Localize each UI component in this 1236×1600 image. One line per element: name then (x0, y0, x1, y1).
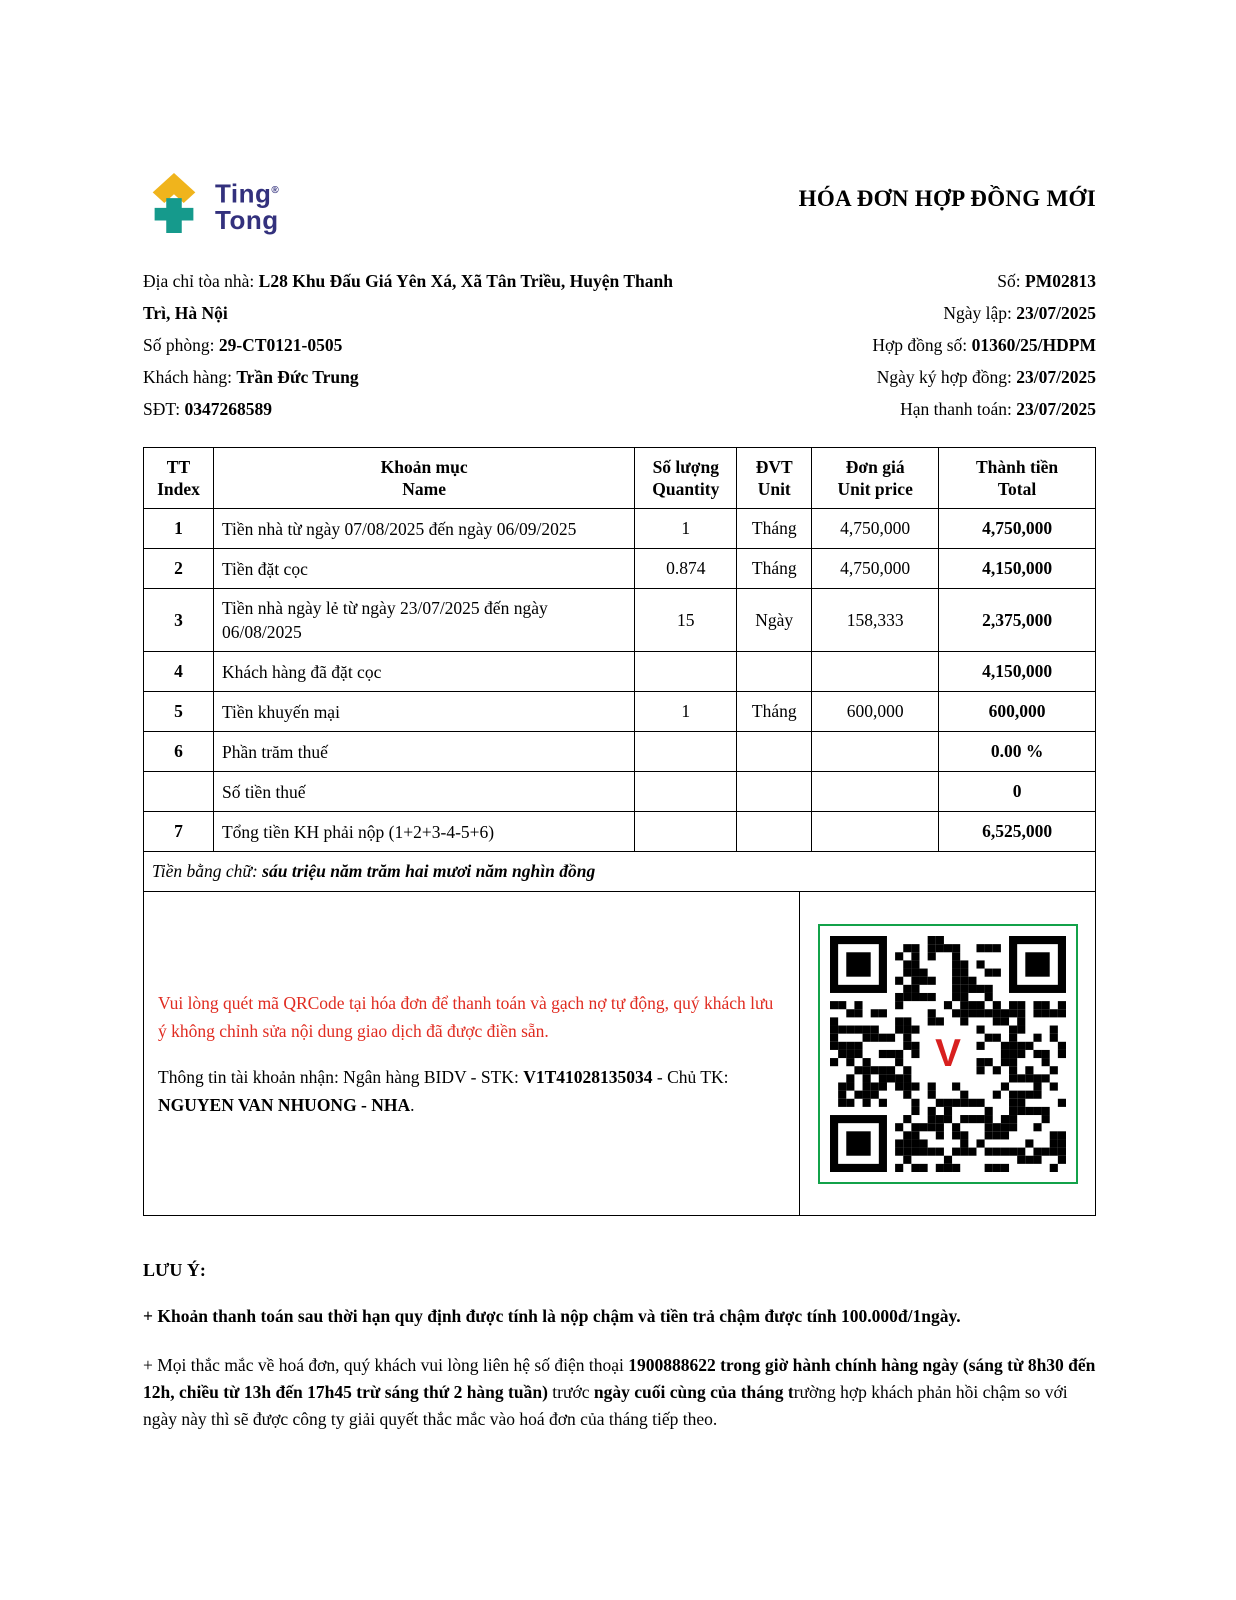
tingtong-logo-text (215, 178, 279, 233)
qr-warning-text: Vui lòng quét mã QRCode tại hóa đơn để thanh toán và gạch nợ tự động, quý khách lưu ý không chỉnh sửa nội dung giao dịch đã được điền sẵn. (158, 992, 774, 1041)
table-row: Số tiền thuế 0 (144, 772, 1096, 812)
tingtong-logo (143, 172, 279, 239)
table-row: 1 Tiền nhà từ ngày 07/08/2025 đến ngày 06/09/2025 1 Tháng 4,750,000 4,750,000 (144, 509, 1096, 549)
table-row: 2 Tiền đặt cọc 0.874 Tháng 4,750,000 4,150,000 (144, 549, 1096, 589)
col-header-total: Thành tiền Total (939, 448, 1096, 509)
col-header-unit-price: Đơn giá Unit price (812, 448, 939, 509)
logo-line1: Ting (215, 178, 272, 209)
amount-in-words: Tiền bằng chữ: sáu triệu năm trăm hai mươi năm nghìn đồng (144, 852, 1096, 892)
qr-code (818, 924, 1078, 1184)
invoice-number: Số: PM02813 (997, 271, 1096, 291)
header (143, 172, 1096, 239)
invoice-meta (872, 265, 1096, 425)
notes-title: LƯU Ý: (143, 1260, 206, 1280)
registered-mark: ® (271, 185, 280, 197)
items-table (143, 447, 1096, 892)
table-row: 3 Tiền nhà ngày lẻ từ ngày 23/07/2025 đến ngày 06/08/2025 15 Ngày 158,333 2,375,000 (144, 589, 1096, 652)
table-row: 7 Tổng tiền KH phải nộp (1+2+3-4-5+6) 6,525,000 (144, 812, 1096, 852)
col-header-index: TT Index (144, 448, 214, 509)
table-row: 6 Phần trăm thuế 0.00 % (144, 732, 1096, 772)
invoice-info (143, 265, 1096, 425)
logo-line2: Tong (215, 204, 279, 235)
amount-in-words-row (144, 852, 1096, 892)
footer-notes (143, 1260, 1096, 1433)
late-payment-note: + Khoản thanh toán sau thời hạn quy định được tính là nộp chậm và tiền trả chậm được tính 100.000đ/1ngày. (143, 1306, 961, 1326)
tingtong-logo-icon (143, 172, 205, 239)
col-header-name: Khoản mục Name (213, 448, 634, 509)
page-title: HÓA ĐƠN HỢP ĐỒNG MỚI (798, 186, 1096, 211)
payment-due-date: Hạn thanh toán: 23/07/2025 (900, 399, 1096, 419)
table-header-row (144, 448, 1096, 509)
room-number: Số phòng: 29-CT0121-0505 (143, 335, 343, 355)
qr-cell (799, 892, 1095, 1215)
payment-instructions (144, 892, 799, 1215)
issue-date: Ngày lập: 23/07/2025 (943, 303, 1096, 323)
col-header-quantity: Số lượng Quantity (635, 448, 737, 509)
customer-phone: SĐT: 0347268589 (143, 399, 272, 419)
table-row: 4 Khách hàng đã đặt cọc 4,150,000 (144, 652, 1096, 692)
bank-account-info: Thông tin tài khoản nhận: Ngân hàng BIDV - STK: V1T41028135034 - Chủ TK: NGUYEN VAN NHUONG - NHA. (158, 1066, 729, 1115)
table-row: 5 Tiền khuyến mại 1 Tháng 600,000 600,000 (144, 692, 1096, 732)
svg-text:V: V (934, 1031, 961, 1075)
qr-code-svg (830, 936, 1066, 1172)
contract-sign-date: Ngày ký hợp đồng: 23/07/2025 (876, 367, 1096, 387)
customer-info (143, 265, 683, 425)
col-header-unit: ĐVT Unit (737, 448, 812, 509)
hotline-note: + Mọi thắc mắc về hoá đơn, quý khách vui lòng liên hệ số điện thoại 1900888622 trong giờ hành chính hàng ngày (sáng từ 8h30 đến 12h, chiều từ 13h đến 17h45 trừ sáng thứ 2 hàng tuần) trước ngày cuối cùng của tháng trường hợp khách phản hồi chậm so với ngày này thì sẽ được công ty giải quyết thắc mắc vào hoá đơn của tháng tiếp theo. (143, 1355, 1096, 1429)
building-address: Địa chỉ tòa nhà: L28 Khu Đấu Giá Yên Xá, Xã Tân Triều, Huyện Thanh Trì, Hà Nội (143, 271, 673, 323)
contract-number: Hợp đồng số: 01360/25/HDPM (872, 335, 1096, 355)
customer-name: Khách hàng: Trần Đức Trung (143, 367, 359, 387)
payment-section (143, 892, 1096, 1216)
